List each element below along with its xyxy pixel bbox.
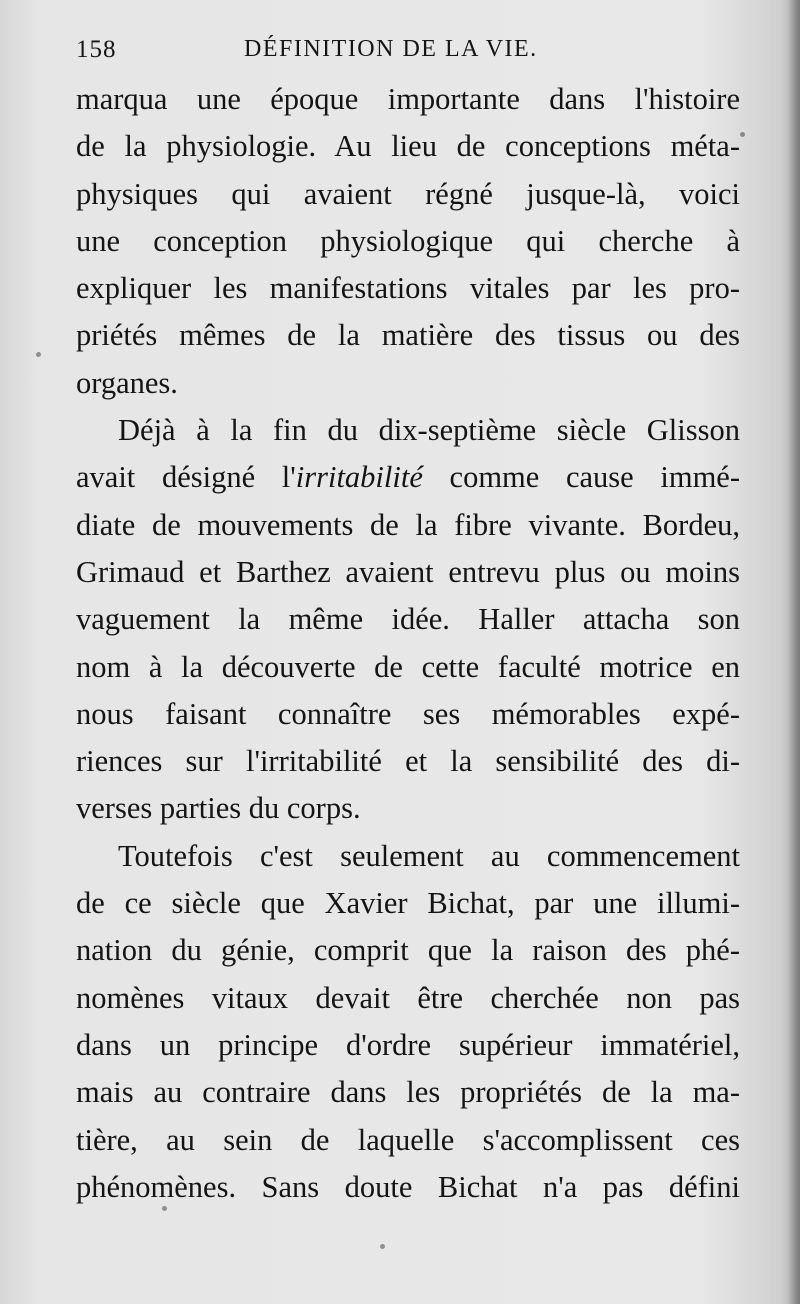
paragraph-3 (76, 833, 740, 1211)
page-header (76, 36, 736, 76)
text-line: de la physiologie. Au lieu de conceptions méta- (76, 129, 740, 164)
text-line: vaguement la même idée. Haller attacha son (76, 602, 740, 637)
text-line: nous faisant connaître ses mémorables expé- (76, 696, 740, 731)
text-line: marqua une époque importante dans l'histoire (76, 82, 740, 116)
text-line: Grimaud et Barthez avaient entrevu plus ou moins (76, 554, 740, 589)
text-line: une conception physiologique qui cherche à (76, 223, 740, 258)
text-line: diate de mouvements de la fibre vivante. Bordeu, (76, 507, 740, 542)
text-line: physiques qui avaient régné jusque-là, voici (76, 176, 740, 211)
text-line: tière, au sein de laquelle s'accomplissent ces (76, 1122, 740, 1157)
italic-term: irritabilité (295, 460, 423, 495)
running-title: DÉFINITION DE LA VIE. (244, 36, 538, 62)
text-line: organes. (76, 365, 178, 400)
text-line: riences sur l'irritabilité et la sensibilité des di- (76, 744, 740, 779)
text-line: de ce siècle que Xavier Bichat, par une illumi- (76, 886, 740, 921)
text-line: expliquer les manifestations vitales par les pro- (76, 271, 740, 306)
page-number: 158 (76, 36, 117, 63)
paragraph-2 (76, 407, 740, 833)
body-text (76, 76, 740, 1211)
text-line: phénomènes. Sans doute Bichat n'a pas défini (76, 1169, 740, 1204)
text-line: nomènes vitaux devait être cherchée non pas (76, 980, 740, 1015)
text-line: Toutefois c'est seulement au commencement (118, 838, 740, 873)
ink-speck (162, 1206, 167, 1211)
text-line: mais au contraire dans les propriétés de la ma- (76, 1075, 740, 1110)
ink-speck (36, 352, 41, 357)
text-line: verses parties du corps. (76, 791, 361, 826)
ink-speck (380, 1244, 385, 1249)
text-line: nom à la découverte de cette faculté motrice en (76, 649, 740, 684)
text-line: Déjà à la fin du dix-septième siècle Glisson (118, 413, 740, 448)
text-line-with-italic: avait désigné l'irritabilité comme cause immé- (76, 460, 740, 495)
text-line: nation du génie, comprit que la raison des phé- (76, 933, 740, 968)
paragraph-1 (76, 76, 740, 407)
text-line: priétés mêmes de la matière des tissus ou des (76, 318, 740, 353)
page-edge-shadow (788, 0, 800, 1304)
text-line: dans un principe d'ordre supérieur immatériel, (76, 1027, 740, 1062)
ink-speck (740, 132, 745, 137)
